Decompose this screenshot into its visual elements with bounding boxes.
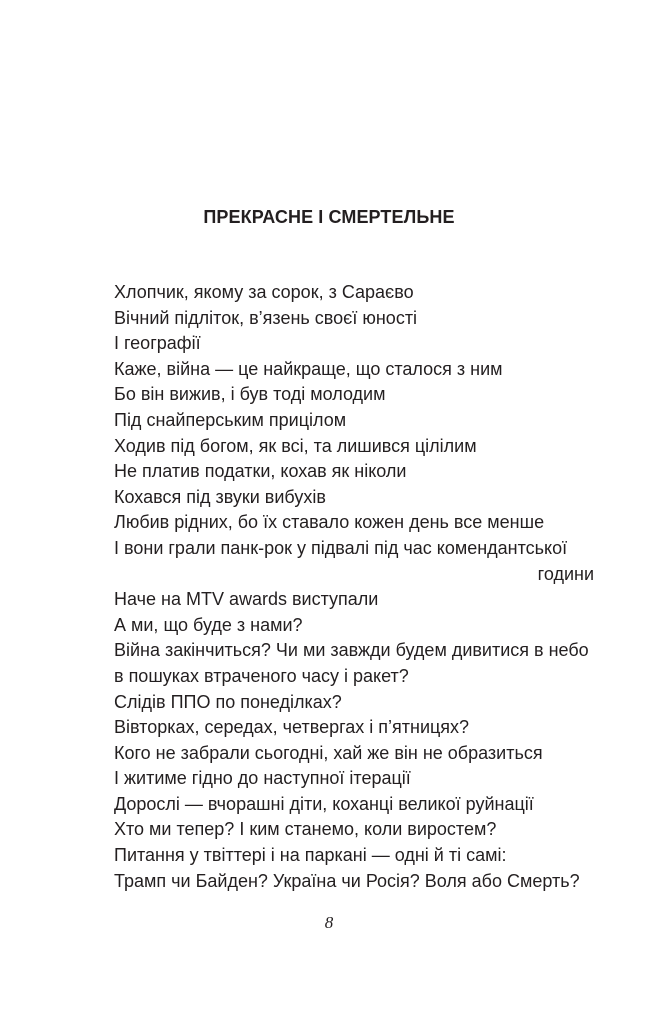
poem-line: Хто ми тепер? І ким станемо, коли виростем? [114, 819, 497, 840]
poem-line: Ходив під богом, як всі, та лишився цілілим [114, 435, 477, 456]
poem-line: Бо він вижив, і був тоді молодим [114, 384, 386, 405]
poem-line: А ми, що буде з нами? [114, 614, 303, 635]
poem-line: Кохався під звуки вибухів [114, 486, 326, 507]
poem-line: Вівторках, середах, четвергах і п’ятницях? [114, 717, 470, 738]
poem-title: ПРЕКРАСНЕ І СМЕРТЕЛЬНЕ [203, 207, 455, 227]
poem-line: І географії [114, 333, 201, 354]
poem-line: Хлопчик, якому за сорок, з Сараєво [114, 282, 414, 302]
poem-line: І житиме гідно до наступної ітерації [114, 768, 411, 789]
poem-body [114, 280, 596, 894]
poem-line: Любив рідних, бо їх ставало кожен день все менше [114, 512, 545, 533]
poem-line: Під снайперським прицілом [114, 409, 347, 430]
poem-line: Не платив податки, кохав як ніколи [114, 461, 407, 482]
poem-line-continuation: години [537, 563, 594, 584]
poem-line: Наче на MTV awards виступали [114, 589, 379, 610]
poem-line: Вічний підліток, в’язень своєї юності [114, 307, 418, 328]
poem-line: Війна закінчиться? Чи ми завжди будем дивитися в небо [114, 640, 589, 661]
page-number: 8 [324, 913, 334, 932]
poem-line: Трамп чи Байден? Україна чи Росія? Воля або Смерть? [114, 870, 580, 891]
poem-line: в пошуках втраченого часу і ракет? [114, 665, 409, 686]
poem-line: Дорослі — вчорашні діти, коханці великої руйнації [114, 793, 534, 814]
poem-line: І вони грали панк-рок у підвалі під час комендантської [114, 537, 568, 558]
poem-line: Слідів ППО по понеділках? [114, 691, 342, 712]
poem-line: Кого не забрали сьогодні, хай же він не образиться [114, 742, 543, 763]
poem-line: Каже, війна — це найкраще, що сталося з ним [114, 358, 503, 379]
poem-line: Питання у твіттері і на паркані — одні й ті самі: [114, 845, 507, 866]
